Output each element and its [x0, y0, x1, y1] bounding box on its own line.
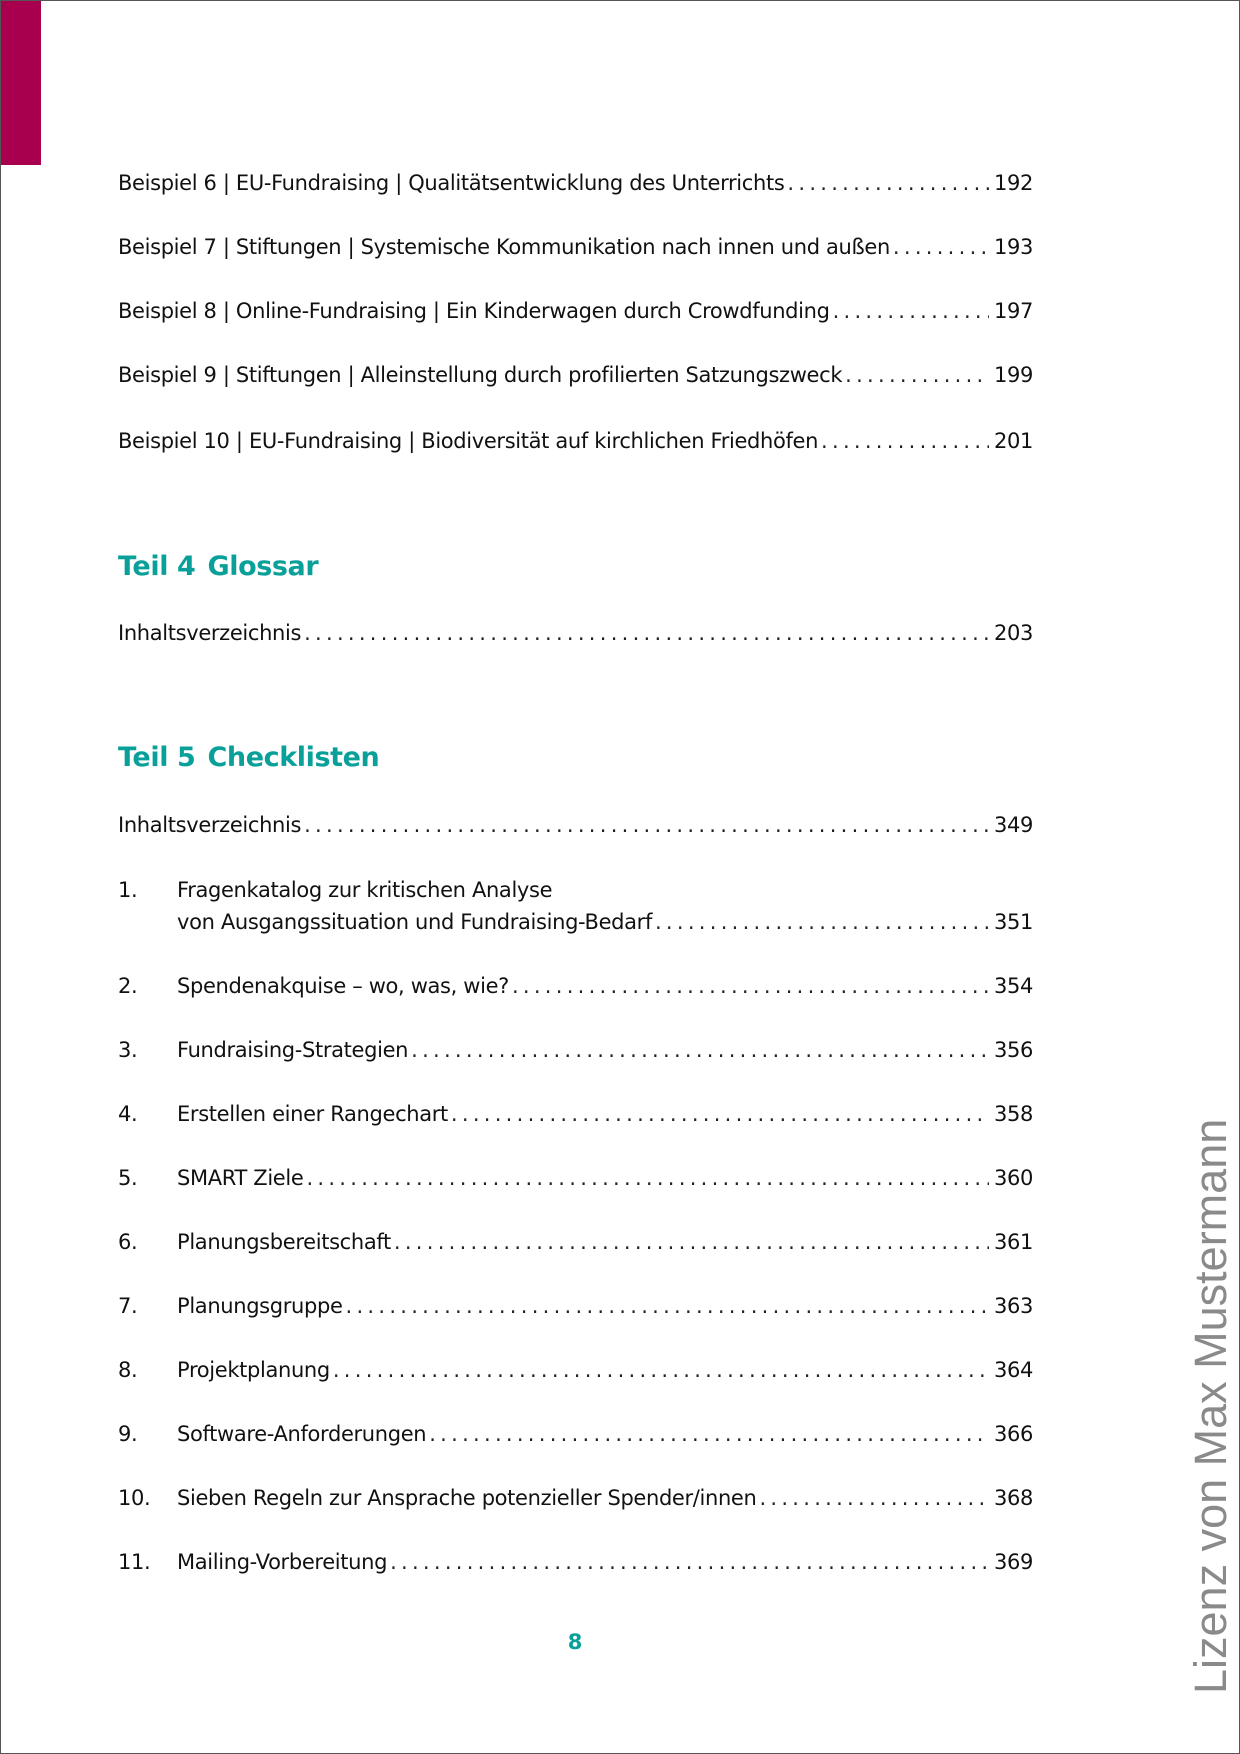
checklist-item-7[interactable] [118, 1291, 1033, 1321]
dot-leader [759, 1483, 989, 1513]
item-number: 11. [118, 1550, 151, 1574]
item-number: 10. [118, 1486, 151, 1510]
checklist-item-4[interactable] [118, 1099, 1033, 1129]
toc-entry-page: 203 [993, 621, 1033, 645]
toc-entry-title: Inhaltsverzeichnis [118, 813, 302, 837]
toc-entry-title: Beispiel 8 | Online-Fundraising | Ein Kinderwagen durch Crowdfunding [118, 299, 830, 323]
toc-entry-beispiel-7[interactable] [118, 232, 1033, 262]
toc-entry-title: Inhaltsverzeichnis [118, 621, 302, 645]
dot-leader [304, 618, 989, 648]
checklist-item-3[interactable] [118, 1035, 1033, 1065]
dot-leader [893, 232, 989, 262]
dot-leader [394, 1227, 989, 1257]
dot-leader [390, 1547, 989, 1577]
toc-entry-beispiel-9[interactable] [118, 360, 1033, 390]
toc-entry-title: Beispiel 6 | EU-Fundraising | Qualitätsentwicklung des Unterrichts [118, 171, 785, 195]
toc-entry-page: 349 [993, 813, 1033, 837]
item-title-line-1: Fragenkatalog zur kritischen Analyse [177, 878, 553, 902]
item-page: 369 [993, 1550, 1033, 1574]
toc-entry-page: 199 [993, 363, 1033, 387]
item-title: von Ausgangssituation und Fundraising-Bedarf [177, 910, 652, 934]
section-heading-teil-4 [118, 550, 318, 584]
checklist-item-5[interactable] [118, 1163, 1033, 1193]
license-watermark: Lizenz von Max Mustermann [1185, 1118, 1236, 1694]
section-heading-teil-5 [118, 741, 379, 775]
dot-leader [821, 426, 989, 456]
toc-entry-glossar-inhaltsverzeichnis[interactable] [118, 618, 1033, 648]
section-title: Checklisten [207, 742, 380, 773]
toc-entry-page: 193 [993, 235, 1033, 259]
checklist-item-6[interactable] [118, 1227, 1033, 1257]
dot-leader [411, 1035, 989, 1065]
item-title: Sieben Regeln zur Ansprache potenzieller Spender/innen [177, 1486, 757, 1510]
accent-bar [1, 1, 41, 165]
toc-entry-beispiel-6[interactable] [118, 168, 1033, 198]
checklist-item-1[interactable] [118, 875, 1033, 939]
dot-leader [655, 907, 989, 937]
item-number: 9. [118, 1422, 138, 1446]
item-page: 356 [993, 1038, 1033, 1062]
item-title: Planungsgruppe [177, 1294, 343, 1318]
dot-leader [451, 1099, 989, 1129]
toc-entry-page: 197 [993, 299, 1033, 323]
toc-entry-page: 201 [993, 429, 1033, 453]
item-title: Spendenakquise – wo, was, wie? [177, 974, 509, 998]
checklist-item-8[interactable] [118, 1355, 1033, 1385]
toc-entry-beispiel-10[interactable] [118, 426, 1033, 456]
toc-entry-title: Beispiel 10 | EU-Fundraising | Biodiversität auf kirchlichen Friedhöfen [118, 429, 819, 453]
item-page: 366 [993, 1422, 1033, 1446]
checklist-item-2[interactable] [118, 971, 1033, 1001]
toc-entry-title: Beispiel 7 | Stiftungen | Systemische Kommunikation nach innen und außen [118, 235, 890, 259]
toc-entry-beispiel-8[interactable] [118, 296, 1033, 326]
section-title: Glossar [207, 551, 319, 582]
toc-entry-page: 192 [993, 171, 1033, 195]
item-number: 1. [118, 878, 138, 902]
dot-leader [346, 1291, 989, 1321]
item-page: 358 [993, 1102, 1033, 1126]
dot-leader [833, 296, 989, 326]
section-part-label: Teil 5 [118, 742, 196, 773]
item-number: 8. [118, 1358, 138, 1382]
checklist-item-11[interactable] [118, 1547, 1033, 1577]
item-title: Fundraising-Strategien [177, 1038, 409, 1062]
item-page: 354 [993, 974, 1033, 998]
dot-leader [333, 1355, 989, 1385]
item-title: Erstellen einer Rangechart [177, 1102, 448, 1126]
item-title: SMART Ziele [177, 1166, 304, 1190]
toc-entry-checklisten-inhaltsverzeichnis[interactable] [118, 810, 1033, 840]
checklist-item-9[interactable] [118, 1419, 1033, 1449]
dot-leader [512, 971, 989, 1001]
dot-leader [304, 810, 989, 840]
dot-leader [429, 1419, 989, 1449]
item-page: 360 [993, 1166, 1033, 1190]
section-part-label: Teil 4 [118, 551, 196, 582]
page-number: 8 [567, 1630, 583, 1654]
item-number: 3. [118, 1038, 138, 1062]
checklist-item-10[interactable] [118, 1483, 1033, 1513]
item-number: 5. [118, 1166, 138, 1190]
item-number: 6. [118, 1230, 138, 1254]
dot-leader [306, 1163, 989, 1193]
item-title: Mailing-Vorbereitung [177, 1550, 388, 1574]
item-page: 361 [993, 1230, 1033, 1254]
item-title: Projektplanung [177, 1358, 330, 1382]
item-number: 2. [118, 974, 138, 998]
item-title: Software-Anforderungen [177, 1422, 427, 1446]
item-title: Planungsbereitschaft [177, 1230, 391, 1254]
item-page: 351 [993, 910, 1033, 934]
item-page: 368 [993, 1486, 1033, 1510]
toc-entry-title: Beispiel 9 | Stiftungen | Alleinstellung durch profilierten Satzungszweck [118, 363, 843, 387]
dot-leader [845, 360, 989, 390]
item-number: 7. [118, 1294, 138, 1318]
dot-leader [787, 168, 989, 198]
item-page: 363 [993, 1294, 1033, 1318]
item-page: 364 [993, 1358, 1033, 1382]
item-number: 4. [118, 1102, 138, 1126]
